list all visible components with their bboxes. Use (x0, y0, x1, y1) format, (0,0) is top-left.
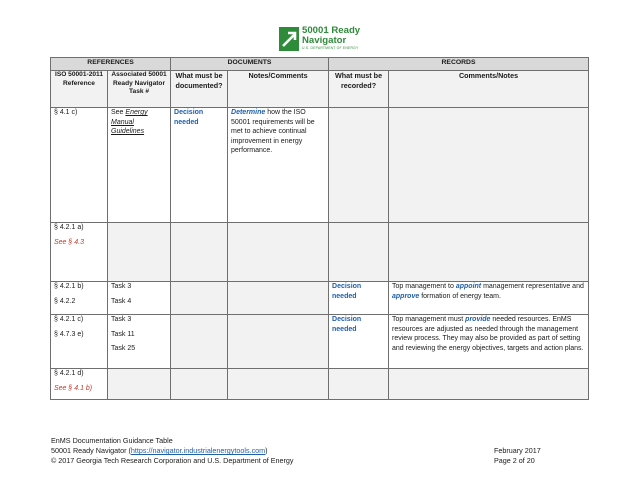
footer-date: February 2017 (494, 446, 541, 455)
must-record-cell: Decision needed (329, 282, 389, 315)
task-cell: Task 3 Task 11 Task 25 (108, 315, 171, 369)
table-row (51, 223, 589, 282)
comments-cell (389, 108, 589, 223)
must-document-cell (171, 315, 228, 369)
footer-copyright: © 2017 Georgia Tech Research Corporation and U.S. Department of Energy (51, 456, 294, 465)
logo-title: 50001 Ready Navigator (302, 25, 361, 46)
column-header-row (51, 71, 589, 108)
notes-cell (228, 315, 329, 369)
notes-cell: Determine how the ISO 50001 requirements will be met to achieve continual improvement in energy performance. (228, 108, 329, 223)
iso-ref-cell: § 4.2.1 c) § 4.7.3 e) (51, 315, 108, 369)
group-documents: DOCUMENTS (171, 58, 329, 71)
notes-cell (228, 223, 329, 282)
navigator-url-link[interactable]: https://navigator.industrialenergytools.com (130, 446, 266, 455)
col-notes: Notes/Comments (228, 71, 329, 108)
must-document-cell: Decision needed (171, 108, 228, 223)
iso-ref-cell: § 4.2.1 a) See § 4.3 (51, 223, 108, 282)
see-reference-link[interactable]: See § 4.3 (54, 238, 84, 246)
must-record-cell (329, 369, 389, 400)
col-navigator-task: Associated 50001 Ready Navigator Task # (108, 71, 171, 108)
energy-manual-link[interactable]: Energy Manual Guidelines (111, 109, 148, 136)
task-cell: See Energy Manual Guidelines (108, 108, 171, 223)
task-cell: Task 3 Task 4 (108, 282, 171, 315)
footer-page-number: Page 2 of 20 (494, 456, 535, 465)
col-must-record: What must be recorded? (329, 71, 389, 108)
documentation-table (50, 57, 589, 400)
col-iso-reference: ISO 50001-2011 Reference (51, 71, 108, 108)
iso-ref-cell: § 4.1 c) (51, 108, 108, 223)
must-record-cell: Decision needed (329, 315, 389, 369)
iso-ref-cell: § 4.2.1 d) See § 4.1 b) (51, 369, 108, 400)
col-must-document: What must be documented? (171, 71, 228, 108)
comments-cell (389, 369, 589, 400)
comments-cell: Top management must provide needed resources. EnMS resources are adjusted as needed through the management review process. They may also be provided as part of setting and reviewing the energy objectives, targets and action plans. (389, 315, 589, 369)
must-document-cell (171, 369, 228, 400)
iso-ref-cell: § 4.2.1 b) § 4.2.2 (51, 282, 108, 315)
footer-navigator-line: 50001 Ready Navigator (https://navigator.industrialenergytools.com) (51, 446, 268, 455)
must-record-cell (329, 223, 389, 282)
table-row (51, 315, 589, 369)
logo-subtitle: U.S. DEPARTMENT OF ENERGY (302, 46, 359, 50)
notes-cell (228, 282, 329, 315)
table-row (51, 108, 589, 223)
group-header-row (51, 58, 589, 71)
task-cell (108, 369, 171, 400)
must-document-cell (171, 282, 228, 315)
group-references: REFERENCES (51, 58, 171, 71)
table-row (51, 282, 589, 315)
must-document-cell (171, 223, 228, 282)
see-reference-link[interactable]: See § 4.1 b) (54, 384, 93, 392)
footer-doc-title: EnMS Documentation Guidance Table (51, 436, 173, 445)
col-comments: Comments/Notes (389, 71, 589, 108)
task-cell (108, 223, 171, 282)
logo-arrow-icon (279, 27, 299, 51)
navigator-logo (279, 27, 363, 53)
must-record-cell (329, 108, 389, 223)
comments-cell: Top management to appoint management representative and approve formation of energy team. (389, 282, 589, 315)
table-row (51, 369, 589, 400)
group-records: RECORDS (329, 58, 589, 71)
comments-cell (389, 223, 589, 282)
notes-cell (228, 369, 329, 400)
